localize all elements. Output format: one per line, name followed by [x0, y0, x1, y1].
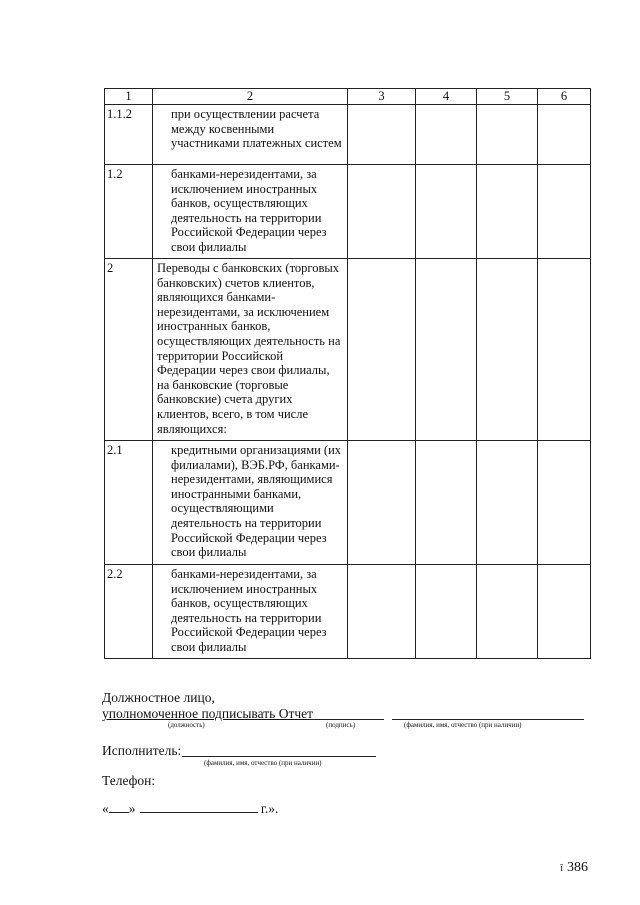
row-number: 2.2 [105, 565, 153, 659]
row-text: при осуществлении расчета между косвенными участниками платежных систем [153, 105, 348, 165]
row-number: 2.1 [105, 441, 153, 565]
fio-hint: (фамилия, имя, отчество (при наличии) [404, 721, 522, 729]
table-row [105, 105, 591, 165]
row-number: 1.1.2 [105, 105, 153, 165]
row-number: 1.2 [105, 165, 153, 259]
value-cell [348, 441, 416, 565]
value-cell [348, 105, 416, 165]
value-cell [348, 259, 416, 441]
value-cell [416, 565, 477, 659]
column-header: 3 [348, 89, 416, 105]
table-row [105, 441, 591, 565]
value-cell [477, 565, 538, 659]
executor-hint: (фамилия, имя, отчество (при наличии) [204, 759, 322, 767]
value-cell [538, 259, 591, 441]
value-cell [477, 105, 538, 165]
row-number: 2 [105, 259, 153, 441]
row-text: банками-нерезидентами, за исключением иностранных банков, осуществляющих деятельность на территории Российской Федерации через свои филиалы [153, 165, 348, 259]
position-hint: (должность) [168, 721, 205, 729]
executor-label: Исполнитель: [102, 743, 182, 758]
value-cell [348, 565, 416, 659]
page-mark: ī [560, 863, 563, 874]
executor-line [182, 756, 376, 757]
value-cell [538, 165, 591, 259]
value-cell [416, 441, 477, 565]
column-header: 5 [477, 89, 538, 105]
fio-line [392, 719, 584, 720]
official-line-1: Должностное лицо, [102, 690, 215, 705]
value-cell [538, 441, 591, 565]
signature-hint: (подпись) [326, 721, 356, 729]
report-table [104, 88, 591, 659]
row-text: Переводы с банковских (торговых банковских) счетов клиентов, являющихся банками-нерезидентами, за исключением иностранных банков, осуществляющих деятельность на территории Российской Федерации через свои филиалы, на банковские (торговые банковские) счета других клиентов, всего, в том числе являющихся: [153, 259, 348, 441]
official-label [102, 690, 313, 722]
row-text: банками-нерезидентами, за исключением иностранных банков, осуществляющих деятельность на территории Российской Федерации через свои филиалы [153, 565, 348, 659]
date-suffix: г.». [260, 801, 279, 816]
table-header-row [105, 89, 591, 105]
page-number-value: 386 [567, 860, 588, 875]
column-header: 1 [105, 89, 153, 105]
date-quote-open: « [102, 801, 109, 816]
value-cell [538, 105, 591, 165]
value-cell [477, 259, 538, 441]
date-quote-close: » [128, 801, 136, 816]
value-cell [538, 565, 591, 659]
column-header: 2 [153, 89, 348, 105]
table-row [105, 165, 591, 259]
table-row [105, 259, 591, 441]
value-cell [477, 165, 538, 259]
column-header: 4 [416, 89, 477, 105]
official-line-2: уполномоченное подписывать Отчет [102, 706, 314, 721]
date-line [102, 801, 278, 817]
column-header: 6 [538, 89, 591, 105]
page-number [560, 860, 588, 876]
value-cell [416, 105, 477, 165]
signature-line [308, 719, 384, 720]
value-cell [477, 441, 538, 565]
value-cell [416, 165, 477, 259]
row-text: кредитными организациями (их филиалами), ВЭБ.РФ, банками-нерезидентами, являющимися иностранными банками, осуществляющими деятельность на территории Российской Федерации через свои филиалы [153, 441, 348, 565]
phone-label: Телефон: [102, 773, 156, 788]
table-row [105, 565, 591, 659]
value-cell [416, 259, 477, 441]
value-cell [348, 165, 416, 259]
